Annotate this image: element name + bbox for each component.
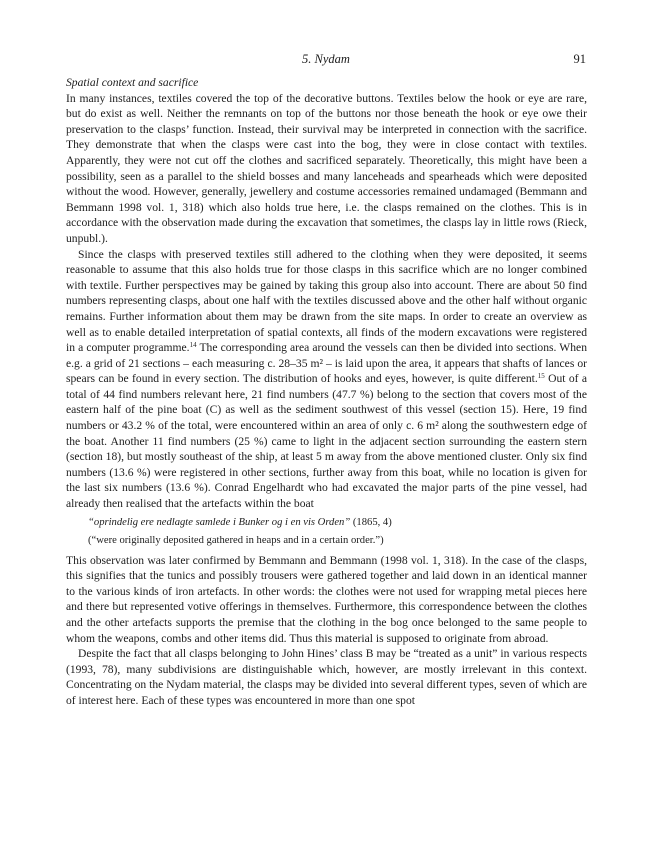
paragraph-2-part-3: Out of a total of 44 find numbers relevant here, 21 find numbers (47.7 %) belong to the section that covers most of the eastern half of the pine boat (C) as well as the sediment southwest of this vessel (section 15). Here, 19 find numbers or 43.2 % of the total, were encountered within an area of only c. 6 m² along the southwestern edge of the boat. Another 11 find numbers (25 %) came to light in the adjacent section surrounding the eastern stern (section 18), but mostly southeast of the ship, at least 5 m away from the above mentioned cluster. Only six find numbers (13.6 %) were registered in other sections, further away from this boat, while no location is given for the last six numbers (13.6 %). Conrad Engelhardt who had excavated the major parts of the pine vessel, had already then realised that the artefacts within the boat [66,372,588,511]
block-quote [88,516,587,548]
footnote-ref-15: 15 [537,372,545,381]
footnote-ref-14: 14 [189,341,197,350]
paragraph-2-part-1: Since the clasps with preserved textiles still adhered to the clothing when they were deposited, it seems reasonable to assume that this also holds true for those clasps in this sacrifice which are no longer combined with textile. Further perspectives may be gained by taking this group also into account. There are about 50 find numbers representing clasps, about one half with the textiles discussed above and the other half without organic remains. Further information about them may be drawn from the site maps. In order to create an overview as well as to enable detailed interpretation of spatial contexts, all finds of the modern excavations were registered in a computer programme. [66,247,587,355]
chapter-title: 5. Nydam [302,52,350,66]
paragraph-3: This observation was later confirmed by Bemmann and Bemmann (1998 vol. 1, 318). In the case of the clasps, this signifies that the tunics and possibly trousers were gathered together and laid down in an identical manner to the various kinds of iron artefacts. In other words: the clothes were not used for wrapping metal pieces here and there but represented votive offerings in themselves. Furthermore, this correspondence between the clothes and the other artefacts supports the premise that the clothing in the bog once belonged to the same people to whom the weapons, combs and other items did. Thus this material is supposed to originate from abroad. [66,553,587,645]
quote-citation: (1865, 4) [350,516,392,528]
paragraph-2-part-2: The corresponding area around the vessels can then be divided into sections. When e.g. a grid of 21 sections – each measuring c. 28–35 m² – is laid upon the area, it appears that shafts of lances or spears can be found in every section. The distribution of hooks and eyes, however, is quite different. [66,341,587,386]
section-heading: Spatial context and sacrifice [66,76,199,89]
body-text [66,75,587,709]
page-number: 91 [573,52,586,66]
running-head [66,52,586,68]
quote-original [88,516,587,530]
quote-translation: (“were originally deposited gathered in heaps and in a certain order.”) [88,534,384,546]
paragraph-2 [66,247,587,512]
quote-original-text: “oprindelig ere nedlagte samlede i Bunker og i en vis Orden” [88,516,351,528]
paragraph-1: In many instances, textiles covered the top of the decorative buttons. Textiles below the hook or eye are rare, but do exist as well. Neither the remnants on top of the buttons nor those beneath the hook or eye owe their preservation to the clasps’ function. Instead, their survival may be interpreted in connection with the sacrifice. They demonstrate that when the clasps were cast into the bog, they were in close contact with textiles. Apparently, they were not cut off the clothes and sacrificed separately. Theoretically, this might have been a possibility, seen as a parallel to the shield bosses and many lanceheads and spearheads which were deposited without the wood. However, generally, jewellery and costume accessories remained undamaged (Bemmann and Bemmann 1998 vol. 1, 318) which also holds true here, i.e. the clasps remained on the clothes. This is in accordance with the observation made during the excavation that sometimes, the clasps lay in little rows (Rieck, unpubl.). [66,91,587,245]
paragraph-4: Despite the fact that all clasps belonging to John Hines’ class B may be “treated as a unit” in various respects (1993, 78), many subdivisions are distinguishable which, however, are mostly irrelevant in this context. Concentrating on the Nydam material, the clasps may be divided into several different types, seven of which are of interest here. Each of these types was encountered in more than one spot [66,647,587,707]
